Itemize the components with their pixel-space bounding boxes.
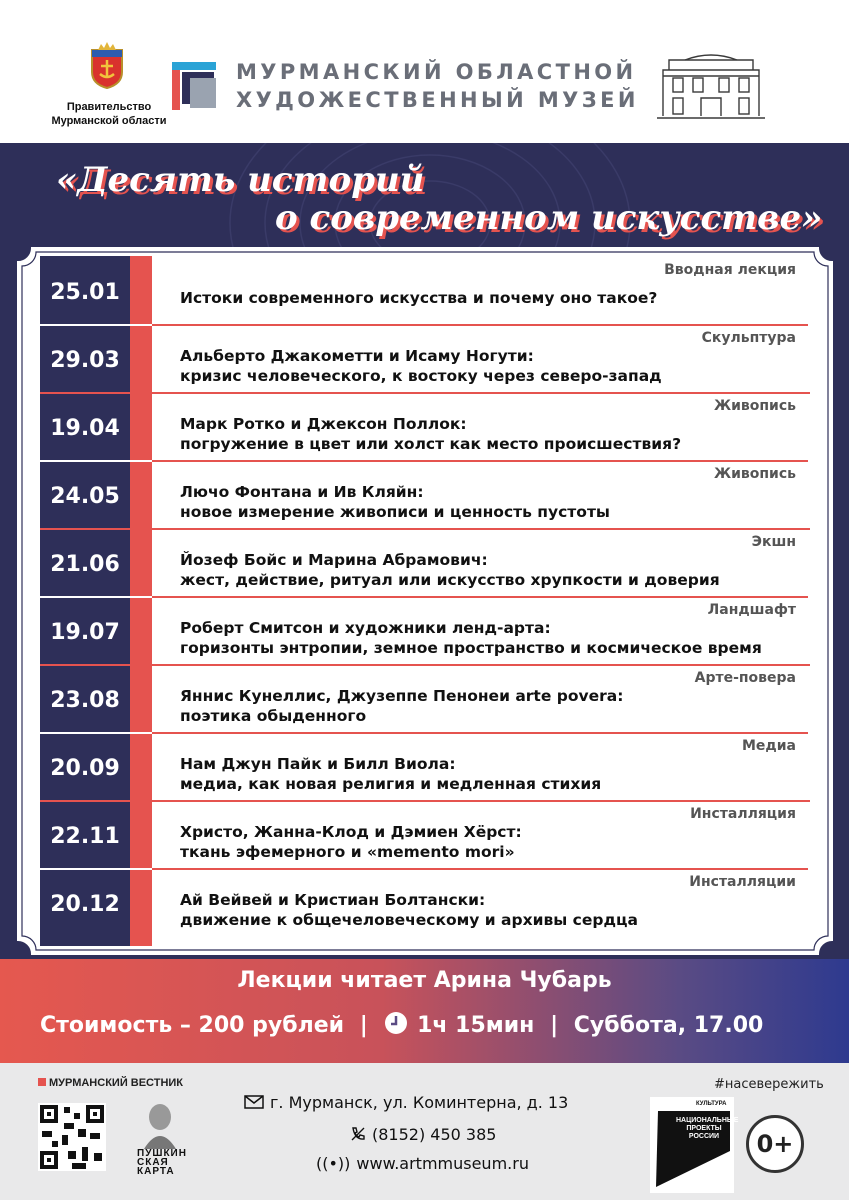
footer bbox=[0, 1063, 849, 1200]
lecture-date: 25.01 bbox=[50, 280, 120, 305]
np-line1: КУЛЬТУРА bbox=[696, 1101, 727, 1107]
qr-code-icon bbox=[38, 1103, 106, 1171]
national-projects-icon bbox=[650, 1097, 739, 1193]
lecture-date: 29.03 bbox=[50, 348, 120, 373]
address-line bbox=[244, 1093, 568, 1112]
gov-line2: Мурманской области bbox=[51, 115, 167, 127]
lecture-row bbox=[152, 870, 808, 938]
phone-text: (8152) 450 385 bbox=[372, 1125, 497, 1144]
lecture-row bbox=[152, 666, 808, 734]
lecture-row bbox=[152, 734, 808, 802]
age-rating-badge: 0+ bbox=[746, 1115, 804, 1173]
day-text: Суббота, 17.00 bbox=[573, 1013, 764, 1038]
lecture-date: 19.04 bbox=[50, 416, 120, 441]
lecture-date: 23.08 bbox=[50, 688, 120, 713]
address-text: г. Мурманск, ул. Коминтерна, д. 13 bbox=[270, 1093, 569, 1112]
lecture-subtitle: погружение в цвет или холст как место происшествия? bbox=[180, 435, 682, 453]
clock-icon bbox=[383, 1010, 409, 1036]
np-line2: НАЦИОНАЛЬНЫЕ bbox=[676, 1117, 739, 1124]
lecture-title: Роберт Смитсон и художники ленд-арта: bbox=[180, 619, 551, 637]
separator: | bbox=[550, 1013, 559, 1038]
partner-icon bbox=[38, 1078, 46, 1086]
lecturer-text: Лекции читает Арина Чубарь bbox=[237, 968, 612, 993]
title-line2: о современном искусстве» bbox=[275, 198, 823, 238]
envelope-icon bbox=[244, 1095, 264, 1109]
lecture-row bbox=[152, 598, 808, 666]
lecture-subtitle: кризис человеческого, к востоку через северо-запад bbox=[180, 367, 662, 385]
lecture-category: Медиа bbox=[742, 738, 796, 754]
partner-text: МУРМАНСКИЙ ВЕСТНИК bbox=[49, 1077, 184, 1089]
lecture-title: Яннис Кунеллис, Джузеппе Пенонеи arte povera: bbox=[180, 687, 624, 705]
lecture-row bbox=[152, 802, 808, 870]
lecture-subtitle: ткань эфемерного и «memento mori» bbox=[180, 843, 515, 861]
lecture-row bbox=[152, 462, 808, 530]
phone-line[interactable] bbox=[350, 1125, 496, 1144]
lecture-date: 22.11 bbox=[50, 824, 120, 849]
lecture-subtitle: поэтика обыденного bbox=[180, 707, 367, 725]
lecture-title: Христо, Жанна-Клод и Дэмиен Хёрст: bbox=[180, 823, 522, 841]
lecture-title: Лючо Фонтана и Ив Кляйн: bbox=[180, 483, 424, 501]
lecture-category: Живопись bbox=[713, 466, 796, 482]
separator: | bbox=[359, 1013, 368, 1038]
lecture-title: Альберто Джакометти и Исаму Ногути: bbox=[180, 347, 534, 365]
lecture-row bbox=[152, 530, 808, 598]
lecture-title: Ай Вейвей и Кристиан Болтански: bbox=[180, 891, 486, 909]
national-projects-badge bbox=[650, 1097, 739, 1193]
lecture-category: Живопись bbox=[713, 398, 796, 414]
pushkin-line1: ПУШКИН bbox=[137, 1148, 187, 1159]
lecture-category: Арте-повера bbox=[694, 670, 796, 686]
lecture-category: Скульптура bbox=[701, 330, 796, 346]
website-link[interactable] bbox=[316, 1154, 529, 1173]
lecture-category: Вводная лекция bbox=[664, 262, 796, 278]
accent-column bbox=[130, 256, 152, 946]
lecture-subtitle: горизонты энтропии, земное пространство и космическое время bbox=[180, 639, 762, 657]
phone-icon bbox=[350, 1126, 366, 1142]
price-text: Стоимость – 200 рублей bbox=[40, 1013, 345, 1038]
lecture-category: Экшн bbox=[751, 534, 796, 550]
lecture-row bbox=[152, 326, 808, 394]
lecture-title: Нам Джун Пайк и Билл Виола: bbox=[180, 755, 456, 773]
np-line3: ПРОЕКТЫ bbox=[686, 1125, 722, 1132]
website-text: www.artmmuseum.ru bbox=[356, 1154, 529, 1173]
lecture-row bbox=[152, 258, 808, 326]
lecture-category: Инсталляция bbox=[690, 806, 796, 822]
np-text bbox=[676, 1117, 739, 1141]
title-line1: «Десять историй bbox=[56, 160, 425, 200]
broadcast-icon: ((•)) bbox=[316, 1154, 351, 1173]
lecture-category: Ландшафт bbox=[707, 602, 796, 618]
lecture-title: Марк Ротко и Джексон Поллок: bbox=[180, 415, 467, 433]
np-line4: РОССИИ bbox=[688, 1133, 720, 1140]
lecture-subtitle: медиа, как новая религия и медленная стихия bbox=[180, 775, 602, 793]
museum-line1: МУРМАНСКИЙ ОБЛАСТНОЙ bbox=[236, 60, 637, 84]
lecture-subtitle: новое измерение живописи и ценность пустоты bbox=[180, 503, 610, 521]
pushkin-portrait-icon bbox=[140, 1101, 180, 1149]
lecture-date: 24.05 bbox=[50, 484, 120, 509]
lecture-date: 21.06 bbox=[50, 552, 120, 577]
lecture-title: Йозеф Бойс и Марина Абрамович: bbox=[180, 551, 488, 569]
lecture-row bbox=[152, 394, 808, 462]
lecture-title: Истоки современного искусства и почему оно такое? bbox=[180, 289, 658, 307]
duration-text: 1ч 15мин bbox=[417, 1013, 535, 1038]
lecture-category: Инсталляции bbox=[689, 874, 796, 890]
lecture-subtitle: жест, действие, ритуал или искусство хрупкости и доверия bbox=[180, 571, 720, 589]
price-line bbox=[40, 1010, 763, 1038]
gov-line1: Правительство bbox=[66, 101, 152, 113]
pushkin-card-label bbox=[137, 1149, 187, 1176]
lecture-subtitle: движение к общечеловеческому и архивы сердца bbox=[180, 911, 638, 929]
lecture-date: 20.09 bbox=[50, 756, 120, 781]
lecture-date: 19.07 bbox=[50, 620, 120, 645]
partner-label bbox=[38, 1077, 183, 1089]
pushkin-line3: КАРТА bbox=[137, 1166, 175, 1177]
lecture-date: 20.12 bbox=[50, 892, 120, 917]
pushkin-line2: СКАЯ bbox=[137, 1157, 169, 1168]
hashtag: #насевережить bbox=[714, 1077, 824, 1092]
museum-line2: ХУДОЖЕСТВЕННЫЙ МУЗЕЙ bbox=[236, 88, 639, 112]
